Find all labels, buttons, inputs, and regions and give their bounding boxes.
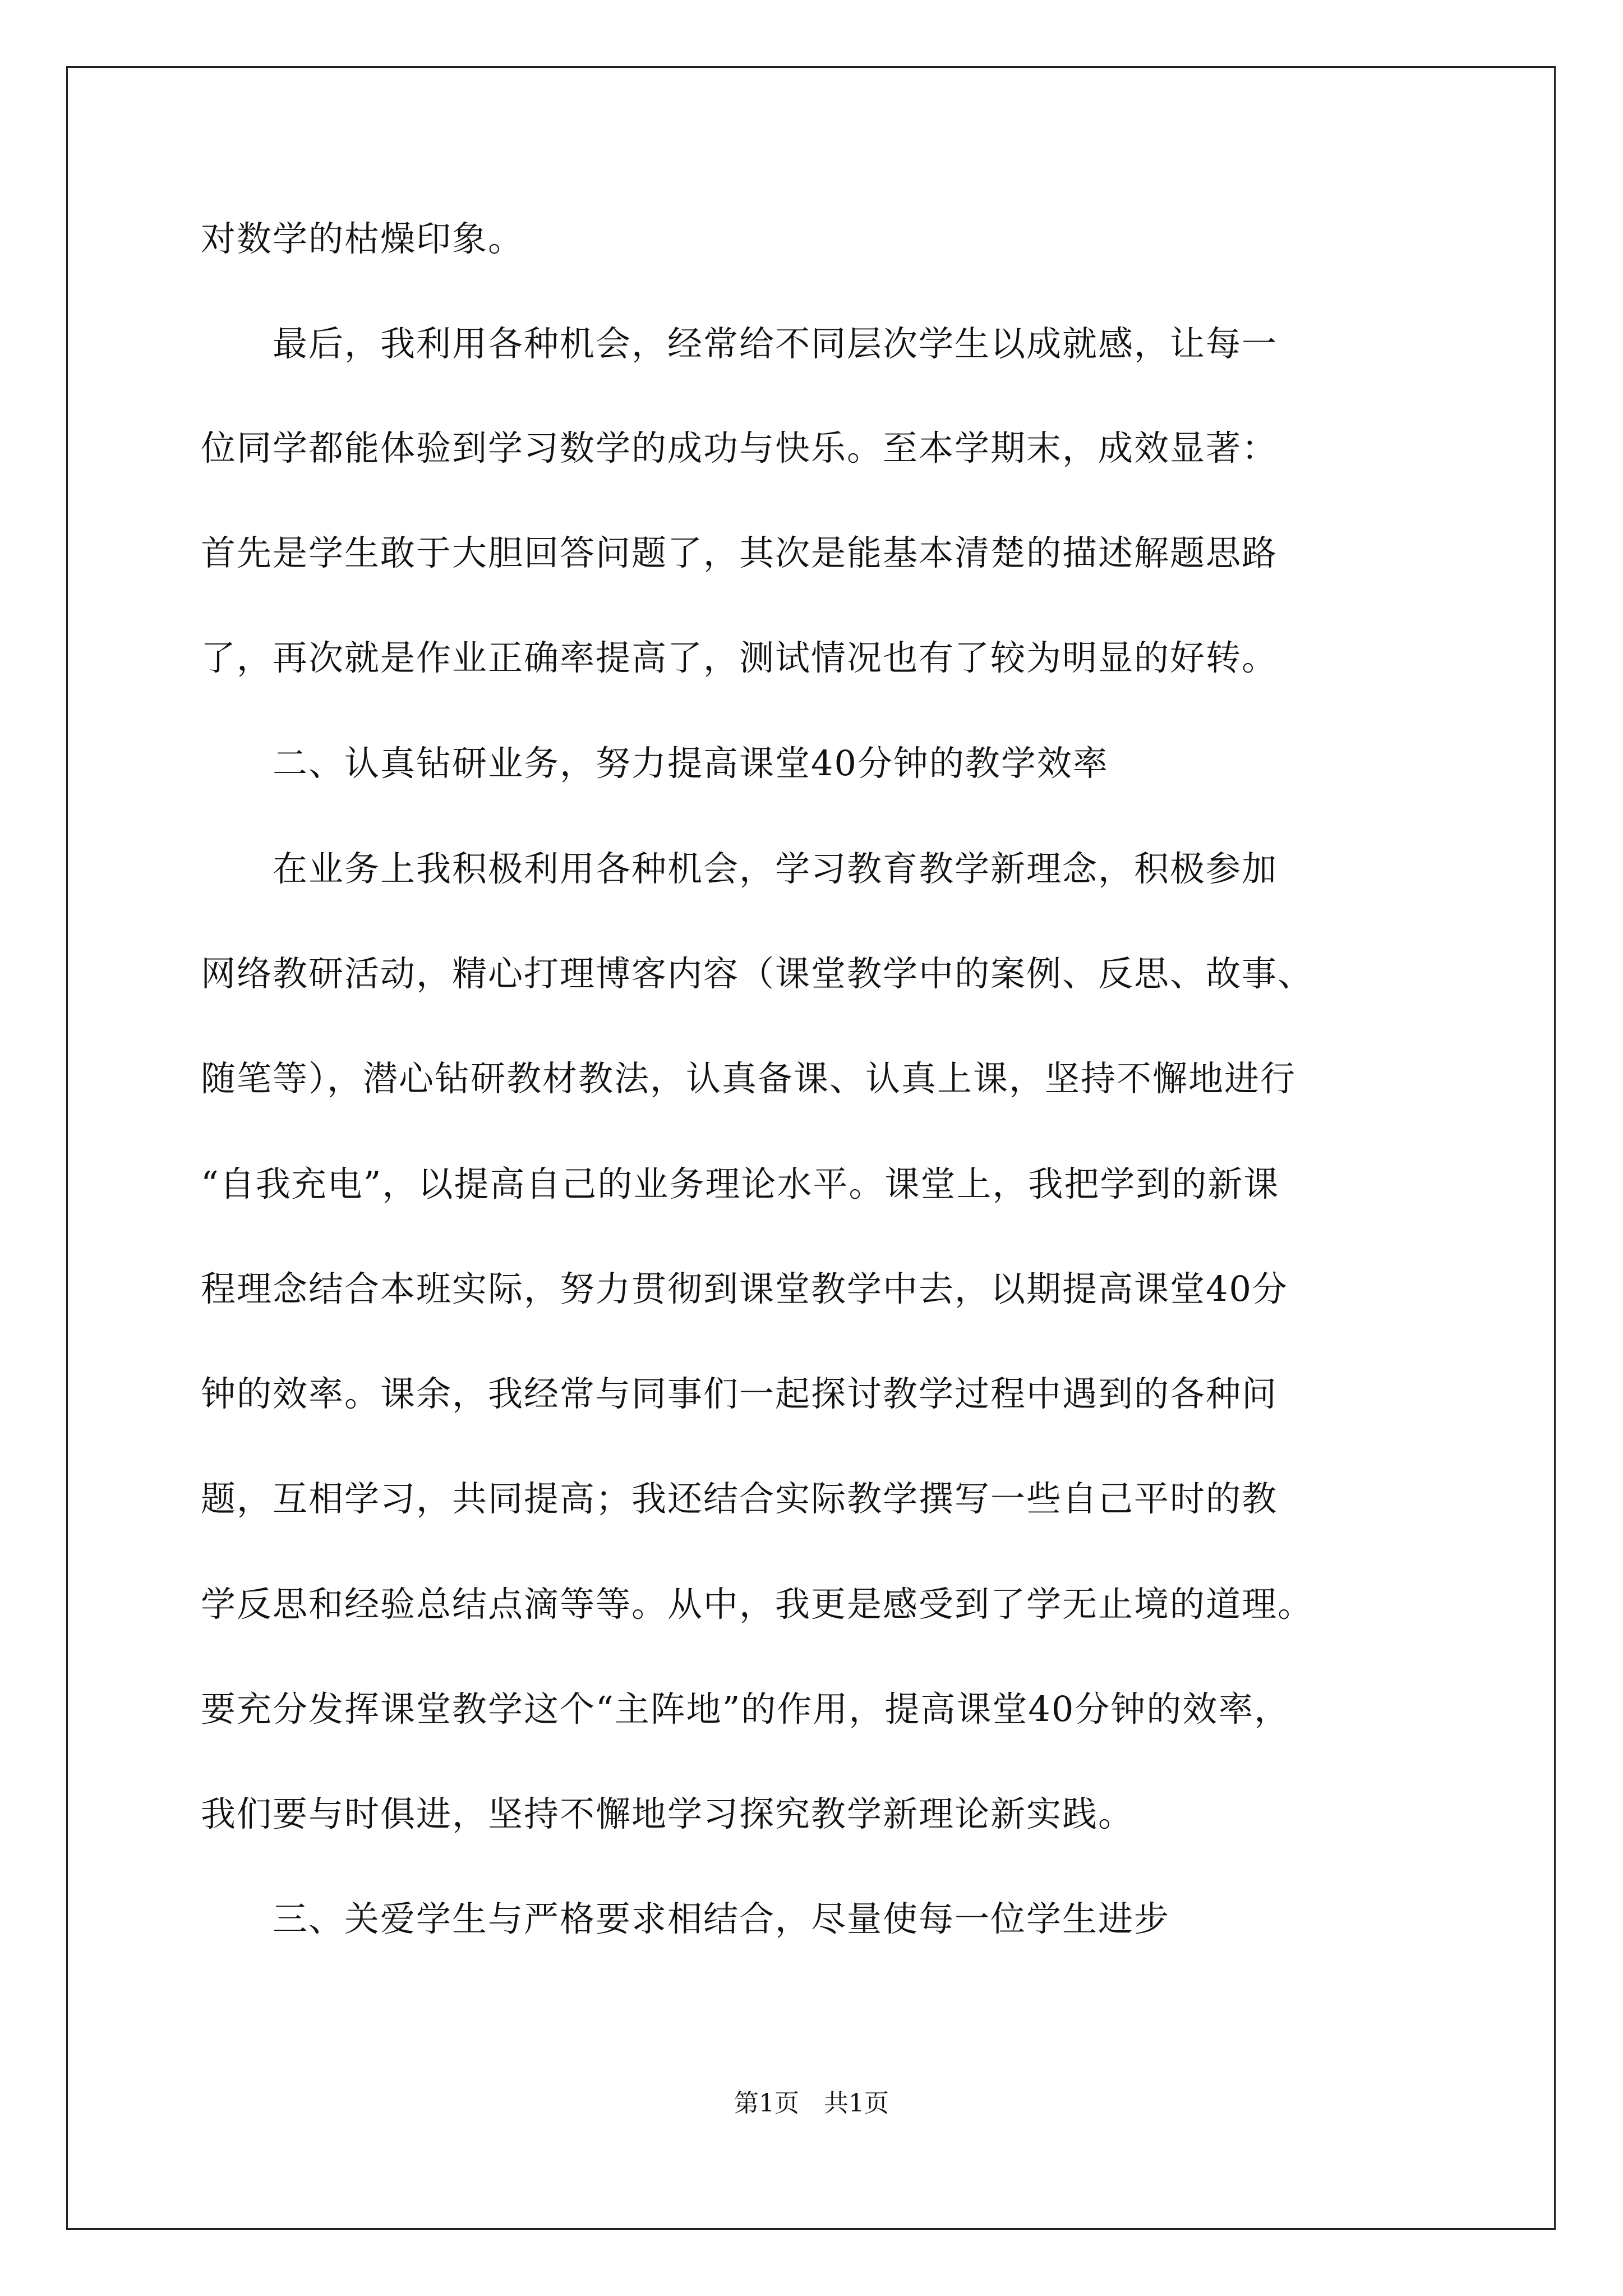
text-line: 对数学的枯燥印象。 [201, 218, 524, 259]
text-line: 了，再次就是作业正确率提高了，测试情况也有了较为明显的好转。 [201, 637, 1278, 678]
text-line: 我们要与时俱进，坚持不懈地学习探究教学新理论新实践。 [201, 1793, 1135, 1834]
text-line: 位同学都能体验到学习数学的成功与快乐。至本学期末，成效显著： [201, 427, 1278, 468]
text-line: 程理念结合本班实际，努力贯彻到课堂教学中去，以期提高课堂40分 [201, 1268, 1288, 1309]
text-line: 要充分发挥课堂教学这个“主阵地”的作用，提高课堂40分钟的效率， [201, 1688, 1290, 1729]
text-line: 首先是学生敢于大胆回答问题了，其次是能基本清楚的描述解题思路 [201, 532, 1278, 573]
text-line: 钟的效率。课余，我经常与同事们一起探讨教学过程中遇到的各种问 [201, 1373, 1278, 1414]
text-line: 题，互相学习，共同提高；我还结合实际教学撰写一些自己平时的教 [201, 1478, 1278, 1519]
page-number: 第1页 共1页 [734, 2089, 889, 2118]
text-line: 在业务上我积极利用各种机会，学习教育教学新理念，积极参加 [201, 848, 1278, 889]
text-line: “自我充电”，以提高自己的业务理论水平。课堂上，我把学到的新课 [201, 1163, 1280, 1204]
text-line: 最后，我利用各种机会，经常给不同层次学生以成就感，让每一 [201, 323, 1278, 364]
section-heading: 三、关爱学生与严格要求相结合，尽量使每一位学生进步 [201, 1898, 1170, 1939]
text-line: 随笔等），潜心钻研教材教法，认真备课、认真上课，坚持不懈地进行 [201, 1058, 1297, 1099]
section-heading: 二、认真钻研业务，努力提高课堂40分钟的教学效率 [201, 743, 1109, 784]
text-line: 学反思和经验总结点滴等等。从中，我更是感受到了学无止境的道理。 [201, 1584, 1314, 1625]
text-line: 网络教研活动，精心打理博客内容（课堂教学中的案例、反思、故事、 [201, 953, 1314, 994]
